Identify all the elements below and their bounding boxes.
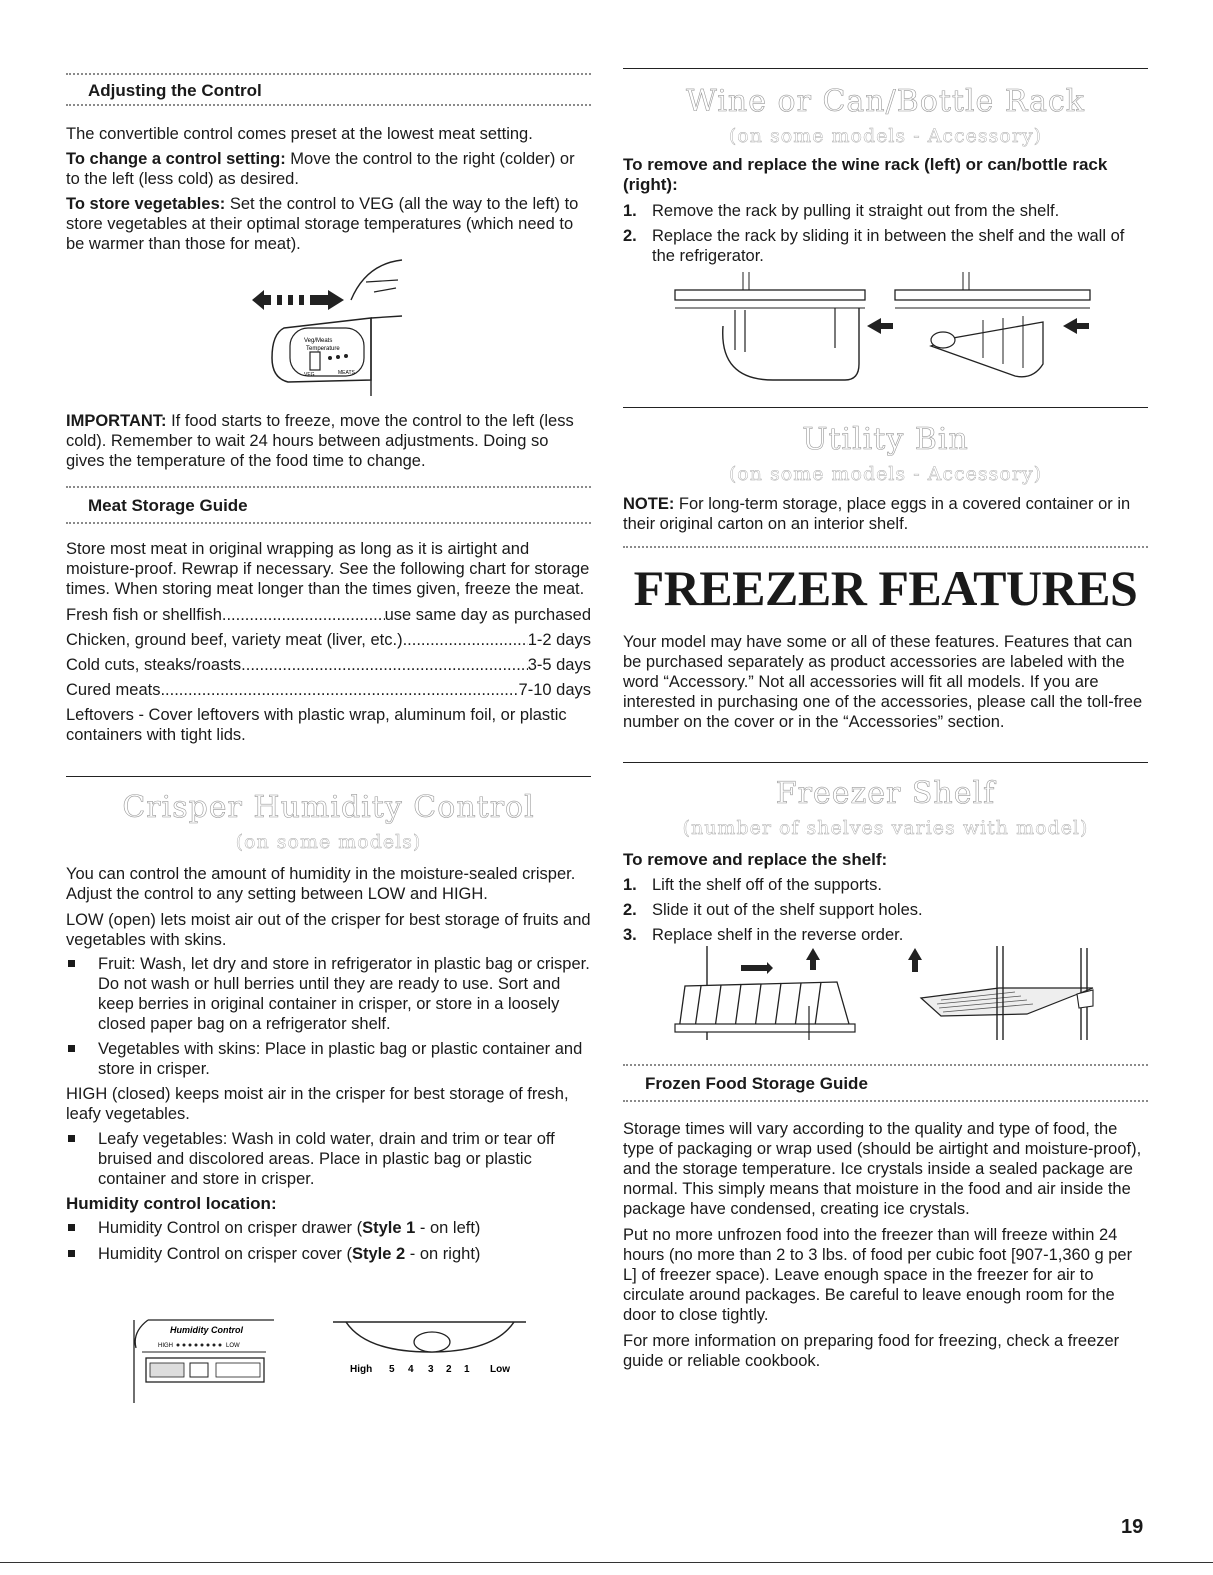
section-rule <box>66 776 591 777</box>
dial-label: 1 <box>464 1364 470 1375</box>
frozen-guide-text <box>623 1119 1148 1371</box>
text: - on right) <box>405 1245 481 1263</box>
arrow-left-icon <box>1063 318 1089 334</box>
meat-guide-text <box>66 539 591 745</box>
list-item: 1. Lift the shelf off of the supports. <box>623 876 882 894</box>
fig-high: HIGH <box>158 1343 173 1349</box>
crisper-text <box>66 864 591 1264</box>
page-title: FREEZER FEATURES <box>633 560 1138 616</box>
paragraph <box>623 494 1148 534</box>
footer-rule <box>0 1562 1213 1563</box>
text: Set the control to VEG (all the way to the left) to store vegetables at their optimal storage temperatures (which need to be warmer than those for meat). <box>66 195 579 253</box>
paragraph: Your model may have some or all of these features. Features that can be purchased separately as product accessories are labeled with the word “Accessory.” Not all accessories will fit all models. If you are interested in purchasing one of the accessories, please call the toll-free number on the cover or in the “Accessories” section. <box>623 633 1143 731</box>
paragraph <box>66 149 591 189</box>
fig-label: Humidity Control <box>170 1325 243 1335</box>
text: If food starts to freeze, move the control to the left (less cold). Remember to wait 24 hours between adjustments. Doing so gives the temperature of the food time to change. <box>66 412 574 470</box>
freezer-shelf-text <box>623 850 1148 945</box>
svg-text:MEATS: MEATS <box>338 370 355 376</box>
text: Humidity Control on crisper drawer ( <box>98 1219 363 1237</box>
wine-rack-text <box>623 155 1148 266</box>
paragraph: HIGH (closed) keeps moist air in the crisper for best storage of fresh, leafy vegetables. <box>66 1085 569 1123</box>
label: To store vegetables: <box>66 195 226 213</box>
svg-text:Veg/Meats: Veg/Meats <box>304 338 333 344</box>
paragraph: Leftovers - Cover leftovers with plastic wrap, aluminum foil, or plastic containers with tight lids. <box>66 706 567 744</box>
list-item: 1. Remove the rack by pulling it straight out from the shelf. <box>623 202 1060 220</box>
list-item: 3. Replace shelf in the reverse order. <box>623 926 904 944</box>
text: Move the control to the right (colder) or to the left (less cold) as desired. <box>66 150 575 188</box>
list-item <box>66 1244 591 1264</box>
shelf-illustration <box>623 944 1148 1044</box>
subheading: To remove and replace the wine rack (left) or can/bottle rack (right): <box>623 155 1108 194</box>
row-time: use same day as purchased <box>384 606 591 624</box>
dial-label: Low <box>490 1364 510 1375</box>
step-text: Replace shelf in the reverse order. <box>652 926 904 944</box>
section-rule <box>623 407 1148 408</box>
row-item: Fresh fish or shellfish <box>66 606 222 624</box>
text: Humidity Control on crisper cover ( <box>98 1245 352 1263</box>
storage-row <box>66 680 591 705</box>
paragraph: You can control the amount of humidity in the moisture-sealed crisper. Adjust the control to any setting between LOW and HIGH. <box>66 865 576 903</box>
arrow-up-icon <box>908 948 922 972</box>
row-item: Chicken, ground beef, variety meat (liver, etc.) <box>66 631 403 649</box>
dial-label: 5 <box>389 1364 395 1375</box>
section-subtitle: (on some models - Accessory) <box>728 463 1043 485</box>
arrow-right-icon <box>741 962 773 974</box>
label: IMPORTANT: <box>66 412 167 430</box>
text: For long-term storage, place eggs in a covered container or in their original carton on an interior shelf. <box>623 495 1131 533</box>
page-number: 19 <box>1121 1516 1144 1538</box>
utility-note <box>623 494 1148 534</box>
text: - on left) <box>415 1219 481 1237</box>
storage-row <box>66 655 591 680</box>
section-rule <box>623 68 1148 69</box>
section-subtitle: (on some models) <box>235 831 422 853</box>
row-time: 7-10 days <box>518 681 591 699</box>
section-rule <box>623 762 1148 763</box>
dotted-rule <box>623 1064 1148 1066</box>
step-text: Slide it out of the shelf support holes. <box>652 901 923 919</box>
paragraph: The convertible control comes preset at the lowest meat setting. <box>66 125 533 143</box>
control-illustration <box>66 258 591 398</box>
dial-label: High <box>350 1364 373 1375</box>
row-item: Cured meats <box>66 681 161 699</box>
subheading: Humidity control location: <box>66 1194 277 1213</box>
paragraph: LOW (open) lets moist air out of the crisper for best storage of fruits and vegetables with skins. <box>66 911 591 949</box>
row-item: Cold cuts, steaks/roasts <box>66 656 242 674</box>
dial-label: 3 <box>428 1364 434 1375</box>
section-heading: Adjusting the Control <box>88 81 262 100</box>
dotted-rule <box>66 522 591 524</box>
step-text: Lift the shelf off of the supports. <box>652 876 882 894</box>
arrow-left-icon <box>867 318 893 334</box>
section-subtitle: (on some models - Accessory) <box>728 125 1043 147</box>
adjusting-text <box>66 124 591 254</box>
paragraph <box>66 194 591 254</box>
storage-row <box>66 605 591 630</box>
paragraph: For more information on preparing food for freezing, check a freezer guide or reliable cookbook. <box>623 1332 1120 1370</box>
style-label: Style 1 <box>362 1219 416 1237</box>
section-heading: Meat Storage Guide <box>88 496 248 515</box>
section-title: Freezer Shelf <box>775 776 996 811</box>
subheading: To remove and replace the shelf: <box>623 850 888 869</box>
dotted-rule <box>66 486 591 488</box>
important-note <box>66 411 591 471</box>
row-time: 3-5 days <box>527 656 591 674</box>
dial-label: 4 <box>408 1364 414 1375</box>
fig-low: LOW <box>226 1343 240 1349</box>
dotted-rule <box>623 1100 1148 1102</box>
paragraph: Store most meat in original wrapping as long as it is airtight and moisture-proof. Rewrap if necessary. See the following chart for storage times. When storing meat longer than the times given, freeze the meat. <box>66 540 590 598</box>
list-item: Vegetables with skins: Place in plastic bag or plastic container and store in crisper. <box>66 1039 591 1079</box>
section-title: Crisper Humidity Control <box>122 790 535 825</box>
step-text: Remove the rack by pulling it straight out from the shelf. <box>652 202 1060 220</box>
label: NOTE: <box>623 495 675 513</box>
list-item: Fruit: Wash, let dry and store in refrigerator in plastic bag or crisper. Do not wash or hull berries until they are ready to use. Sort and keep berries in original container in crisper, or store in a loosely closed paper bag on a refrigerator shelf. <box>66 954 591 1034</box>
section-title: Utility Bin <box>802 422 969 457</box>
arrow-up-icon <box>806 948 820 970</box>
storage-row <box>66 630 591 655</box>
list-item: 2. Slide it out of the shelf support holes. <box>623 901 923 919</box>
humidity-illustration <box>66 1318 591 1403</box>
svg-text:VEG: VEG <box>304 372 315 378</box>
dotted-rule <box>66 73 591 75</box>
svg-text:Temperature: Temperature <box>306 346 340 352</box>
section-subtitle: (number of shelves varies with model) <box>682 817 1089 839</box>
style-label: Style 2 <box>352 1245 406 1263</box>
paragraph: Put no more unfrozen food into the freezer than will freeze within 24 hours (no more than 2 to 3 lbs. of food per cubic foot [907-1,360 g per L] of freezer space). Leave enough space in the freezer for air to circulate around packages. Be careful to leave enough room for the door to close tightly. <box>623 1226 1133 1324</box>
row-time: 1-2 days <box>527 631 591 649</box>
dotted-rule <box>623 546 1148 548</box>
section-title: Wine or Can/Bottle Rack <box>686 84 1085 119</box>
dotted-rule <box>66 104 591 106</box>
paragraph: Storage times will vary according to the quality and type of food, the type of packaging or wrap used (should be airtight and moisture-proof), and the storage temperature. Ice crystals inside a sealed package are normal. This simply means that moisture in the food and air inside the package have condensed, creating ice crystals. <box>623 1120 1142 1218</box>
dial-label: 2 <box>446 1364 452 1375</box>
list-item: 2. Replace the rack by sliding it in between the shelf and the wall of the refrigerator. <box>623 227 1125 265</box>
list-item: Leafy vegetables: Wash in cold water, drain and trim or tear off bruised and discolored areas. Place in plastic bag or plastic container and store in crisper. <box>66 1129 591 1189</box>
rack-illustration <box>623 268 1148 388</box>
section-heading: Frozen Food Storage Guide <box>645 1074 868 1093</box>
step-text: Replace the rack by sliding it in between the shelf and the wall of the refrigerator. <box>652 227 1125 265</box>
freezer-intro <box>623 632 1148 732</box>
paragraph <box>66 411 591 471</box>
list-item <box>66 1218 591 1238</box>
label: To change a control setting: <box>66 150 286 168</box>
